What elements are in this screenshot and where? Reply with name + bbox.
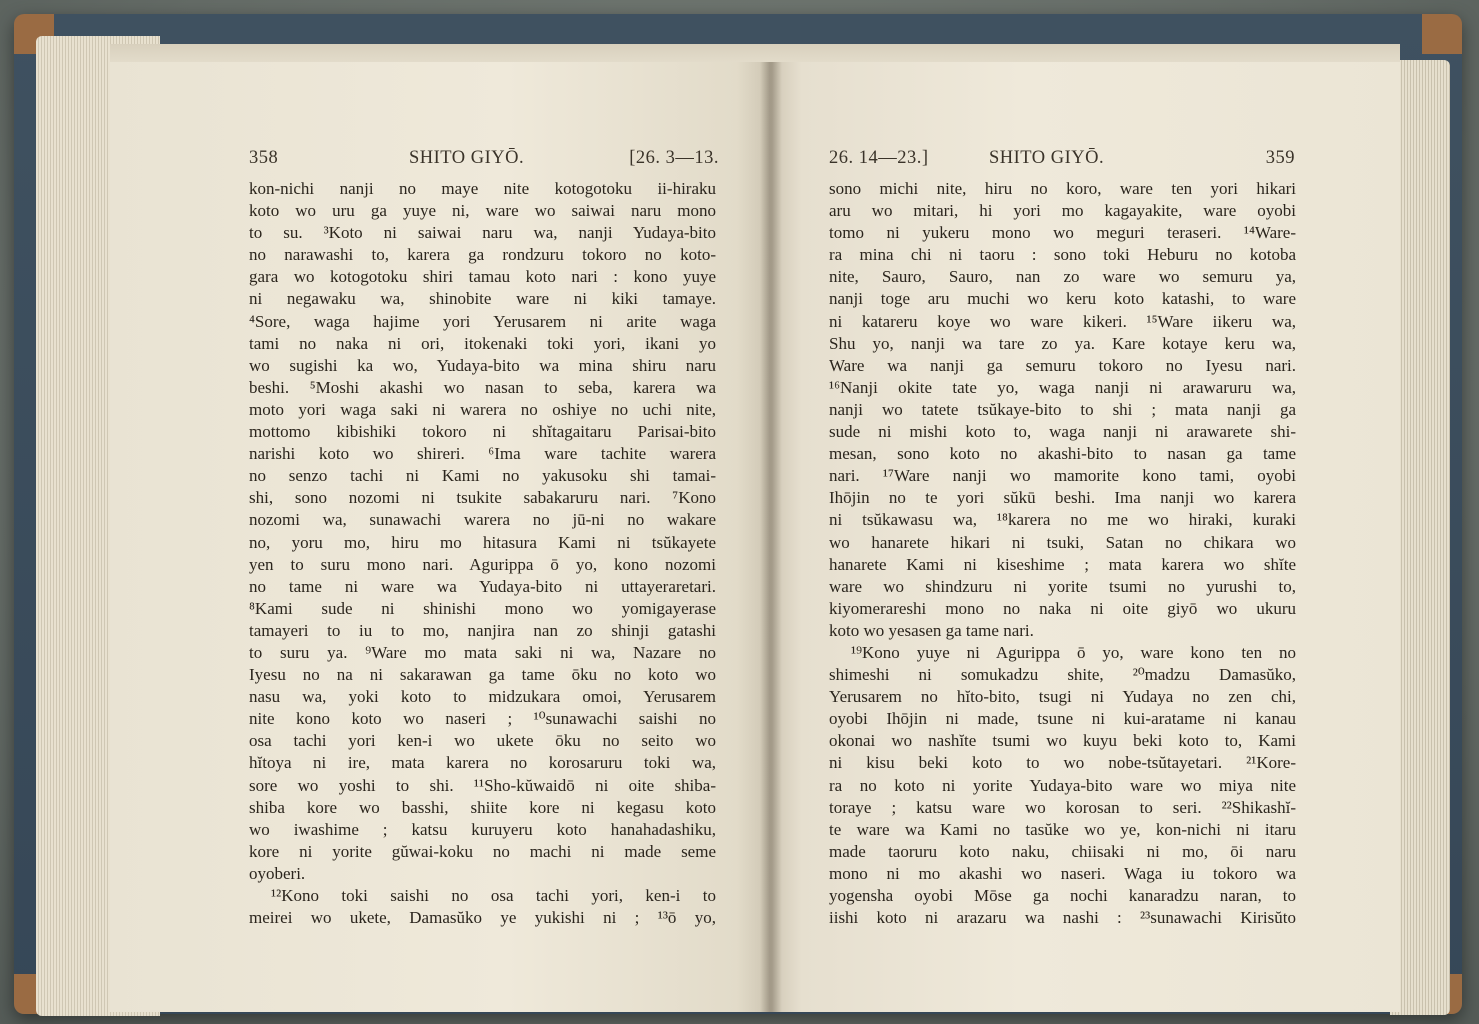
text-line: tomo ni yukeru mono wo meguri teraseri. ¹⁴Ware-	[829, 223, 1296, 243]
text-line: nanji wo tatete tsŭkaye-bito to shi ; mata nanji ga	[829, 399, 1296, 419]
text-line: Shu yo, nanji wa tare zo ya. Kare kotaye keru wa,	[829, 333, 1296, 353]
text-line: Ihōjin no te yori sŭkū beshi. Ima nanji wo karera	[829, 488, 1296, 508]
text-line: nite kono koto wo naseri ; ¹⁰sunawachi saishi no	[249, 709, 716, 729]
text-line: oyoberi.	[249, 863, 306, 883]
text-line: koto wo yesasen ga tame nari.	[829, 620, 1034, 640]
text-line: nanji toge aru muchi wo keru koto katashi, to ware	[829, 289, 1296, 309]
text-line: te ware wa Kami no tasŭke wo ye, kon-nichi ni itaru	[829, 819, 1296, 839]
text-line: meirei wo ukete, Damasŭko ye yukishi ni ; ¹³ō yo,	[249, 908, 716, 928]
text-line: mono ni mo akashi wo naseri. Waga iu tokoro wa	[829, 863, 1296, 883]
right-page-number: 359	[1265, 148, 1295, 168]
right-page-text	[829, 178, 1296, 929]
text-line: oyobi Ihōjin ni made, tsune ni kui-aratame ni kanau	[829, 709, 1296, 729]
left-page-number: 358	[249, 148, 279, 168]
right-running-title: SHITO GIYŌ.	[989, 148, 1105, 168]
text-line: kore ni yorite gŭwai-koku no machi ni made seme	[249, 841, 716, 861]
text-line: kon-nichi nanji no maye nite kotogotoku ii-hiraku	[249, 179, 716, 198]
text-line: wo iwashime ; katsu kuruyeru koto hanahadashiku,	[249, 819, 716, 839]
text-line: Ware wa nanji ga semuru tokoro no Iyesu nari.	[829, 355, 1296, 375]
text-line: no, yoru mo, hiru mo hitasura Kami ni tsŭkayete	[249, 532, 716, 552]
text-line: ra no koto ni yorite Yudaya-bito ware wo miya nite	[829, 775, 1296, 795]
text-line: narishi koto wo shireri. ⁶Ima ware tachite warera	[249, 444, 716, 464]
right-verse-range: 26. 14—23.]	[829, 148, 929, 168]
text-line: Iyesu no na ni sakarawan ga tame ōku no koto wo	[249, 665, 716, 685]
text-line: no tame ni ware wa Yudaya-bito ni uttayeraretari.	[249, 576, 716, 596]
text-line: made taoruru koto naku, chiisaki ni mo, ōi naru	[829, 841, 1296, 861]
text-line: shi, sono nozomi ni tsukite sabakaruru nari. ⁷Kono	[249, 488, 716, 508]
text-line: sore wo yoshi to shi. ¹¹Sho-kŭwaidō ni oite shiba-	[249, 775, 716, 795]
text-line: shiba kore wo basshi, shiite kore ni kegasu koto	[249, 797, 716, 817]
text-line: ni kisu beki koto to wo nobe-tsŭtayetari. ²¹Kore-	[829, 753, 1296, 773]
text-line: yogensha oyobi Mōse ga nochi kanaradzu naran, to	[829, 886, 1296, 905]
text-line: gara wo kotogotoku shiri tamau koto nari : kono yuye	[249, 267, 716, 287]
text-line: okonai wo nashĭte tsumi wo kuyu beki koto to, Kami	[829, 731, 1296, 751]
text-line: shimeshi ni somukadzu shite, ²⁰madzu Damasŭko,	[829, 665, 1296, 685]
book-gutter	[760, 62, 782, 1012]
text-line: ⁴Sore, waga hajime yori Yerusarem ni arite waga	[249, 311, 716, 331]
left-page-text	[249, 178, 716, 929]
text-line: beshi. ⁵Moshi akashi wo nasan to seba, karera wa	[249, 377, 716, 397]
cover-corner-top-right	[1422, 14, 1462, 54]
text-line: toraye ; katsu ware wo korosan to seri. ²²Shikashĭ-	[829, 797, 1296, 817]
text-line: ¹⁶Nanji okite tate yo, waga nanji ni arawaruru wa,	[829, 377, 1296, 397]
text-line: nari. ¹⁷Ware nanji wo mamorite kono tami, oyobi	[829, 466, 1296, 486]
text-line: ni katareru koye wo ware kikeri. ¹⁵Ware iikeru wa,	[829, 311, 1296, 331]
text-line: no senzo tachi ni Kami no yakusoku shi tamai-	[249, 466, 716, 486]
text-line: ni negawaku wa, shinobite ware ni kiki tamaye.	[249, 289, 716, 309]
text-line: kiyomerareshi mono no naka ni oite giyō wo ukuru	[829, 598, 1296, 618]
text-line: wo hanarete hikari ni tsuki, Satan no chikara wo	[829, 532, 1296, 552]
text-line: tamayeri to iu to mo, nanjira nan zo shinji gatashi	[249, 620, 716, 640]
text-line: ⁸Kami sude ni shinishi mono wo yomigayerase	[249, 598, 716, 618]
text-line: iishi koto ni arazaru wa nashi : ²³sunawachi Kirisŭto	[829, 908, 1296, 928]
text-line: nasu wa, yoki koto to midzukara omoi, Yerusarem	[249, 687, 716, 707]
left-running-title: SHITO GIYŌ.	[409, 148, 525, 168]
text-line: to su. ³Koto ni saiwai naru wa, nanji Yudaya-bito	[249, 223, 716, 243]
text-line: osa tachi yori ken-i wo ukete ōku no seito wo	[249, 731, 716, 751]
text-line: ¹²Kono toki saishi no osa tachi yori, ken-i to	[271, 886, 716, 905]
text-line: sude ni mishi koto to, waga nanji ni arawarete shi-	[829, 422, 1296, 442]
text-line: ware wo shindzuru ni yorite tsumi no yurushi to,	[829, 576, 1296, 596]
text-line: tami no naka ni ori, itokenaki toki yori, ikani yo	[249, 333, 716, 353]
text-line: aru wo mitari, hi yori mo kagayakite, ware oyobi	[829, 201, 1296, 221]
text-line: ¹⁹Kono yuye ni Agurippa ō yo, ware kono ten no	[851, 642, 1296, 662]
text-line: hanarete Kami ni kiseshime ; mata karera wo shĭte	[829, 554, 1296, 574]
text-line: moto yori waga saki ni warera no oshiye no uchi nite,	[249, 399, 716, 419]
text-line: Yerusarem no hĭto-bito, tsugi ni Yudaya no zen chi,	[829, 687, 1296, 707]
text-line: no narawashi to, karera ga rondzuru tokoro no koto-	[249, 245, 716, 265]
text-line: ni tsŭkawasu wa, ¹⁸karera no me wo hiraki, kuraki	[829, 510, 1296, 530]
text-line: mottomo kibishiki tokoro ni shĭtagaitaru Parisai-bito	[249, 422, 716, 442]
text-line: wo sugishi ka wo, Yudaya-bito wa mina shiru naru	[249, 355, 716, 375]
text-line: sono michi nite, hiru no koro, ware ten yori hikari	[829, 179, 1296, 198]
right-page-header	[829, 148, 1295, 170]
text-line: to suru ya. ⁹Ware mo mata saki ni wa, Nazare no	[249, 642, 716, 662]
left-verse-range: [26. 3—13.	[629, 148, 719, 168]
text-line: mesan, sono koto no akashi-bito to nasan ga tame	[829, 444, 1296, 464]
text-line: nite, Sauro, Sauro, nan zo ware wo semuru ya,	[829, 267, 1296, 287]
text-line: hĭtoya ni ire, mata karera no korosaruru toki wa,	[249, 753, 716, 773]
text-line: nozomi wa, sunawachi warera no jū-ni no wakare	[249, 510, 716, 530]
text-line: ra mina chi ni taoru : sono toki Heburu no kotoba	[829, 245, 1296, 265]
left-page-header	[249, 148, 719, 170]
text-line: koto wo uru ga yuye ni, ware wo saiwai naru mono	[249, 201, 716, 221]
text-line: yen to suru mono nari. Agurippa ō yo, kono nozomi	[249, 554, 716, 574]
